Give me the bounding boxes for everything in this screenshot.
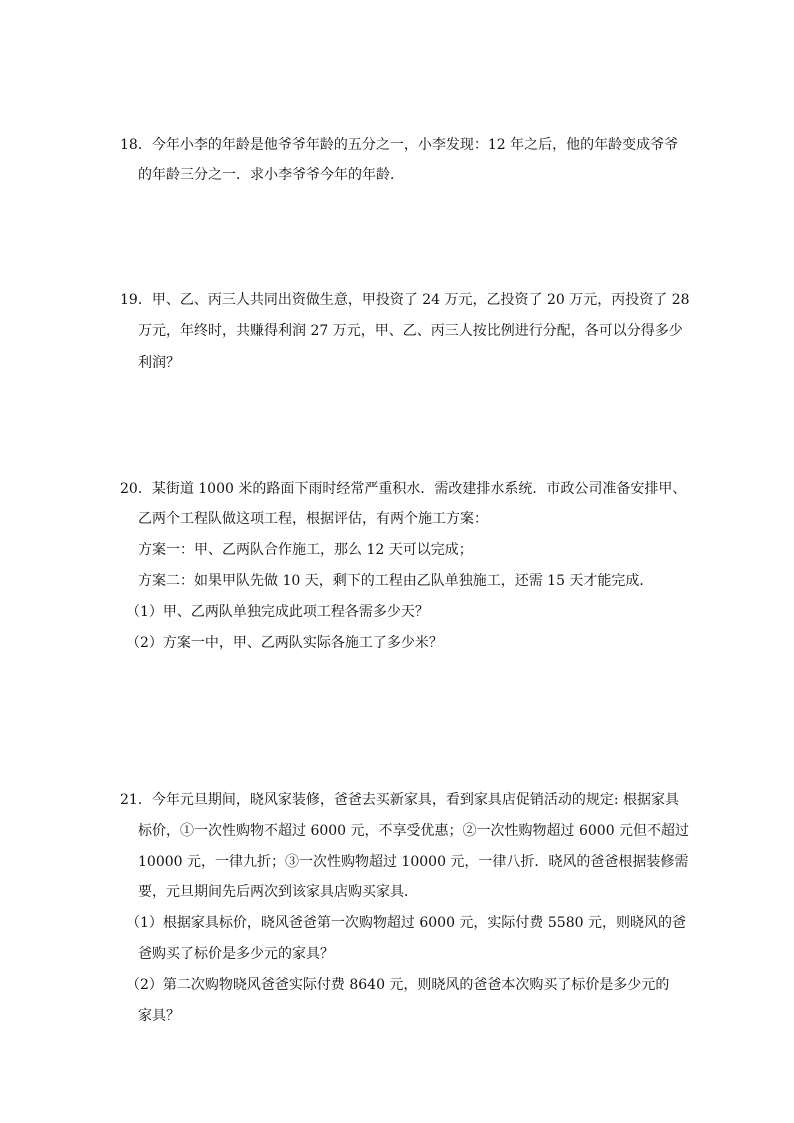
problem-text-line: 10000 元，一律九折；③一次性购物超过 10000 元，一律八折．晓风的爸爸根据装修需 — [138, 854, 689, 870]
problem-text-line: 某街道 1000 米的路面下雨时经常严重积水．需改建排水系统．市政公司准备安排甲、 — [151, 481, 687, 497]
sub-question-2: （2）第二次购物晓风爸爸实际付费 8640 元，则晓风的爸爸本次购买了标价是多少元的 — [126, 977, 670, 993]
plan-two-line: 方案二：如果甲队先做 10 天，剩下的工程由乙队单独施工，还需 15 天才能完成． — [138, 573, 654, 589]
problem-number: 20． — [120, 481, 152, 497]
sub-question-2: （2）方案一中，甲、乙两队实际各施工了多少米？ — [126, 635, 443, 651]
problem-text-line: 标价，①一次性购物不超过 6000 元，不享受优惠；②一次性购物超过 6000 元但不超过 — [138, 823, 690, 839]
problem-text-line: 乙两个工程队做这项工程，根据评估，有两个施工方案： — [138, 511, 488, 527]
sub-question-1: （1）根据家具标价，晓风爸爸第一次购物超过 6000 元，实际付费 5580 元，则晓风的爸 — [126, 915, 686, 931]
problem-text-line: 今年小李的年龄是他爷爷年龄的五分之一，小李发现：12 年之后，他的年龄变成爷爷 — [151, 137, 679, 153]
sub-question-1-continued: 爸购买了标价是多少元的家具？ — [138, 946, 334, 962]
problem-text-line: 利润？ — [138, 355, 180, 371]
problem-text-line: 的年龄三分之一．求小李爷爷今年的年龄． — [138, 167, 404, 183]
problem-text-line: 甲、乙、丙三人共同出资做生意，甲投资了 24 万元，乙投资了 20 万元，丙投资了 28 — [151, 292, 690, 308]
sub-question-1: （1）甲、乙两队单独完成此项工程各需多少天？ — [126, 604, 429, 620]
problem-text-line: 今年元旦期间，晓风家装修，爸爸去买新家具，看到家具店促销活动的规定: 根据家具 — [151, 792, 679, 808]
problem-text-line: 要，元旦期间先后两次到该家具店购买家具． — [138, 884, 418, 900]
problem-number: 19． — [120, 292, 152, 308]
problem-text-line: 万元，年终时，共赚得利润 27 万元，甲、乙、丙三人按比例进行分配，各可以分得多少 — [138, 323, 683, 339]
problem-number: 18． — [120, 137, 152, 153]
plan-one-line: 方案一：甲、乙两队合作施工，那么 12 天可以完成； — [138, 542, 473, 558]
problem-number: 21． — [120, 792, 152, 808]
sub-question-2-continued: 家具？ — [138, 1008, 180, 1024]
